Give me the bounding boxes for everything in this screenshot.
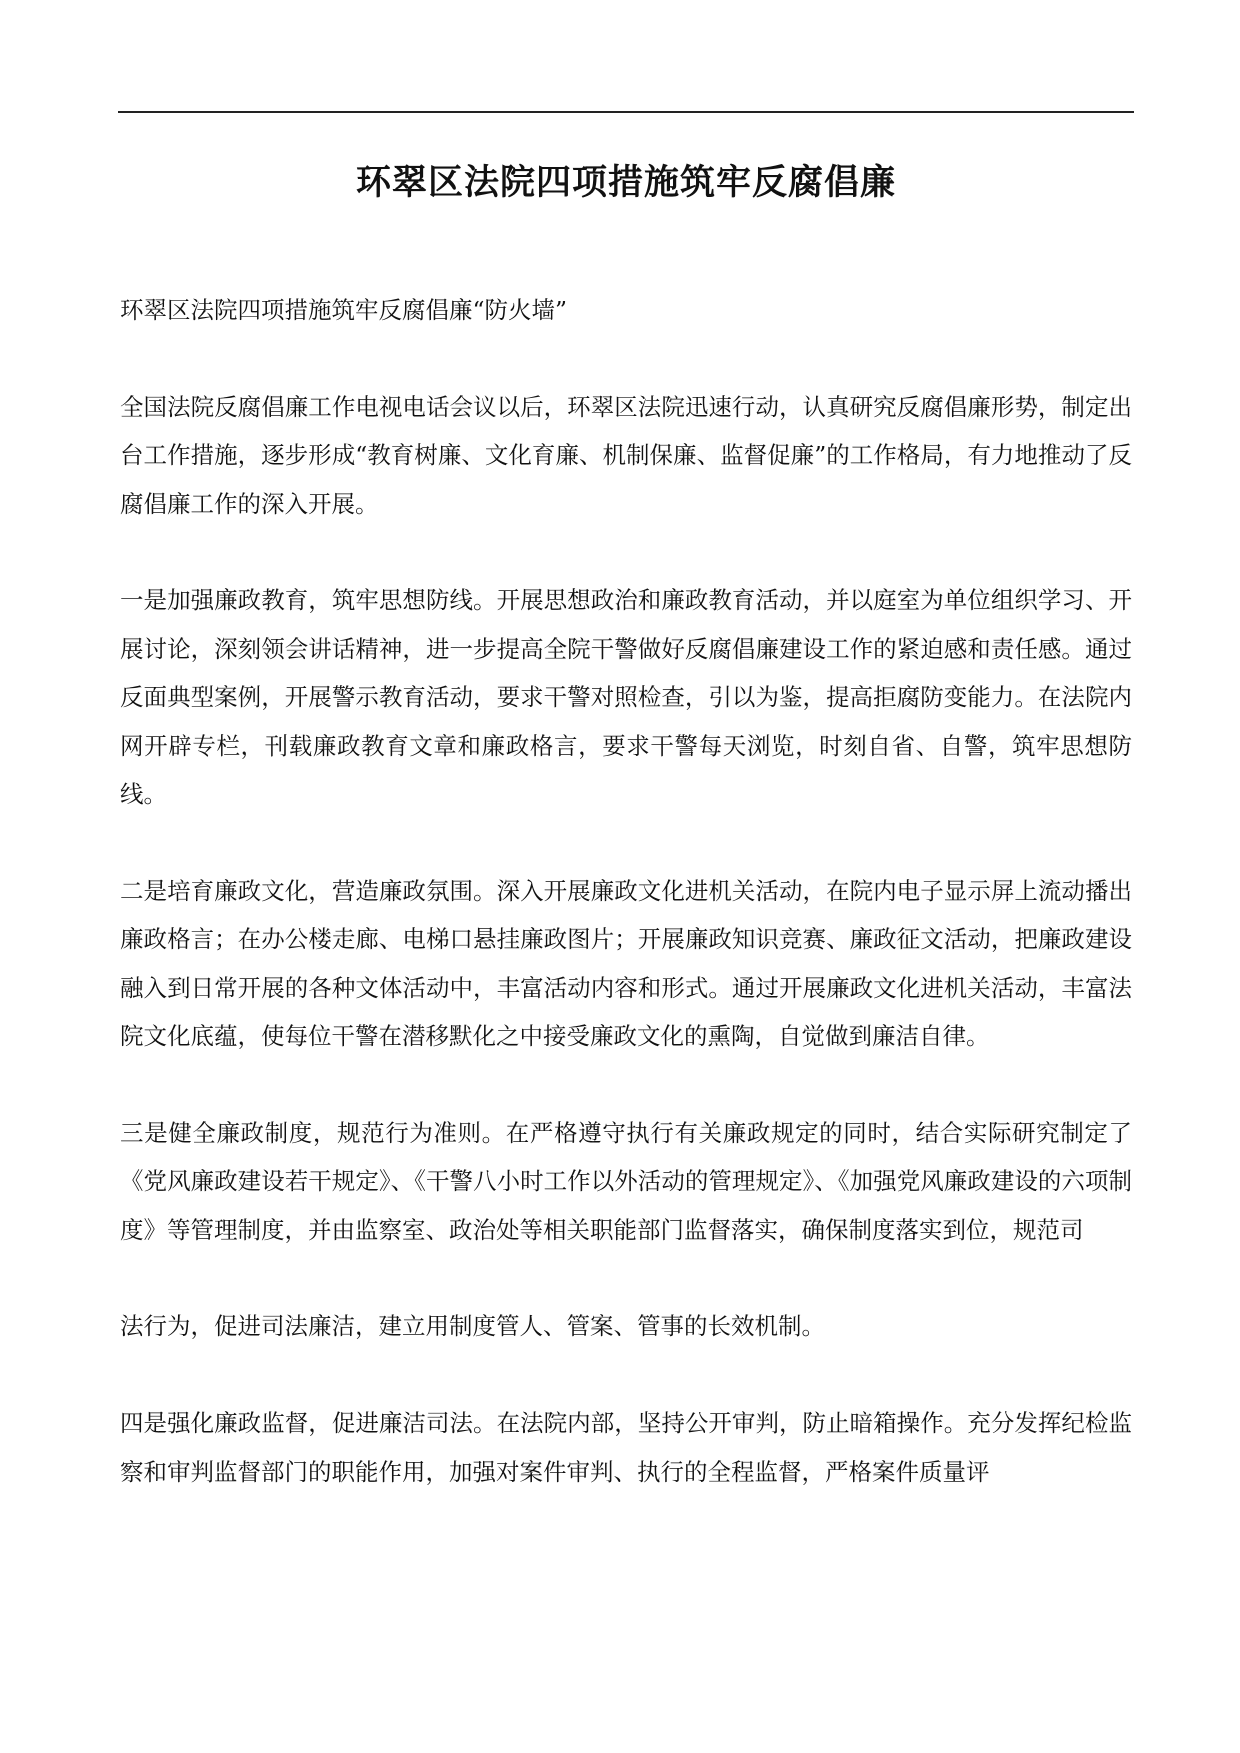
measure-three-continued-paragraph: 法行为，促进司法廉洁，建立用制度管人、管案、管事的长效机制。 [120, 1312, 825, 1341]
measure-one-paragraph: 一是加强廉政教育，筑牢思想防线。开展思想政治和廉政教育活动，并以庭室为单位组织学习、开展讨论，深刻领会讲话精神，进一步提高全院干警做好反腐倡廉建设工作的紧迫感和责任感。通过反面典型案例，开展警示教育活动，要求干警对照检查，引以为鉴，提高拒腐防变能力。在法院内网开辟专栏，刊载廉政教育文章和廉政格言，要求干警每天浏览，时刻自省、自警，筑牢思想防线。 [120, 586, 1132, 809]
measure-four-paragraph: 四是强化廉政监督，促进廉洁司法。在法院内部，坚持公开审判，防止暗箱操作。充分发挥纪检监察和审判监督部门的职能作用，加强对案件审判、执行的全程监督，严格案件质量评 [120, 1409, 1132, 1486]
measure-three-paragraph: 三是健全廉政制度，规范行为准则。在严格遵守执行有关廉政规定的同时，结合实际研究制定了《党风廉政建设若干规定》、《干警八小时工作以外活动的管理规定》、《加强党风廉政建设的六项制度》等管理制度，并由监察室、政治处等相关职能部门监督落实，确保制度落实到位，规范司 [120, 1118, 1132, 1244]
header-rule [118, 111, 1134, 113]
measure-two-paragraph: 二是培育廉政文化，营造廉政氛围。深入开展廉政文化进机关活动，在院内电子显示屏上流动播出廉政格言；在办公楼走廊、电梯口悬挂廉政图片；开展廉政知识竞赛、廉政征文活动，把廉政建设融入到日常开展的各种文体活动中，丰富活动内容和形式。通过开展廉政文化进机关活动，丰富法院文化底蕴，使每位干警在潜移默化之中接受廉政文化的熏陶，自觉做到廉洁自律。 [120, 876, 1132, 1051]
document-body [120, 286, 1132, 1496]
intro-paragraph: 全国法院反腐倡廉工作电视电话会议以后，环翠区法院迅速行动，认真研究反腐倡廉形势，制定出台工作措施，逐步形成“教育树廉、文化育廉、机制保廉、监督促廉”的工作格局，有力地推动了反腐倡廉工作的深入开展。 [120, 392, 1132, 518]
document-title: 环翠区法院四项措施筑牢反腐倡廉 [355, 162, 896, 203]
subtitle-paragraph: 环翠区法院四项措施筑牢反腐倡廉“防火墙” [120, 296, 568, 324]
